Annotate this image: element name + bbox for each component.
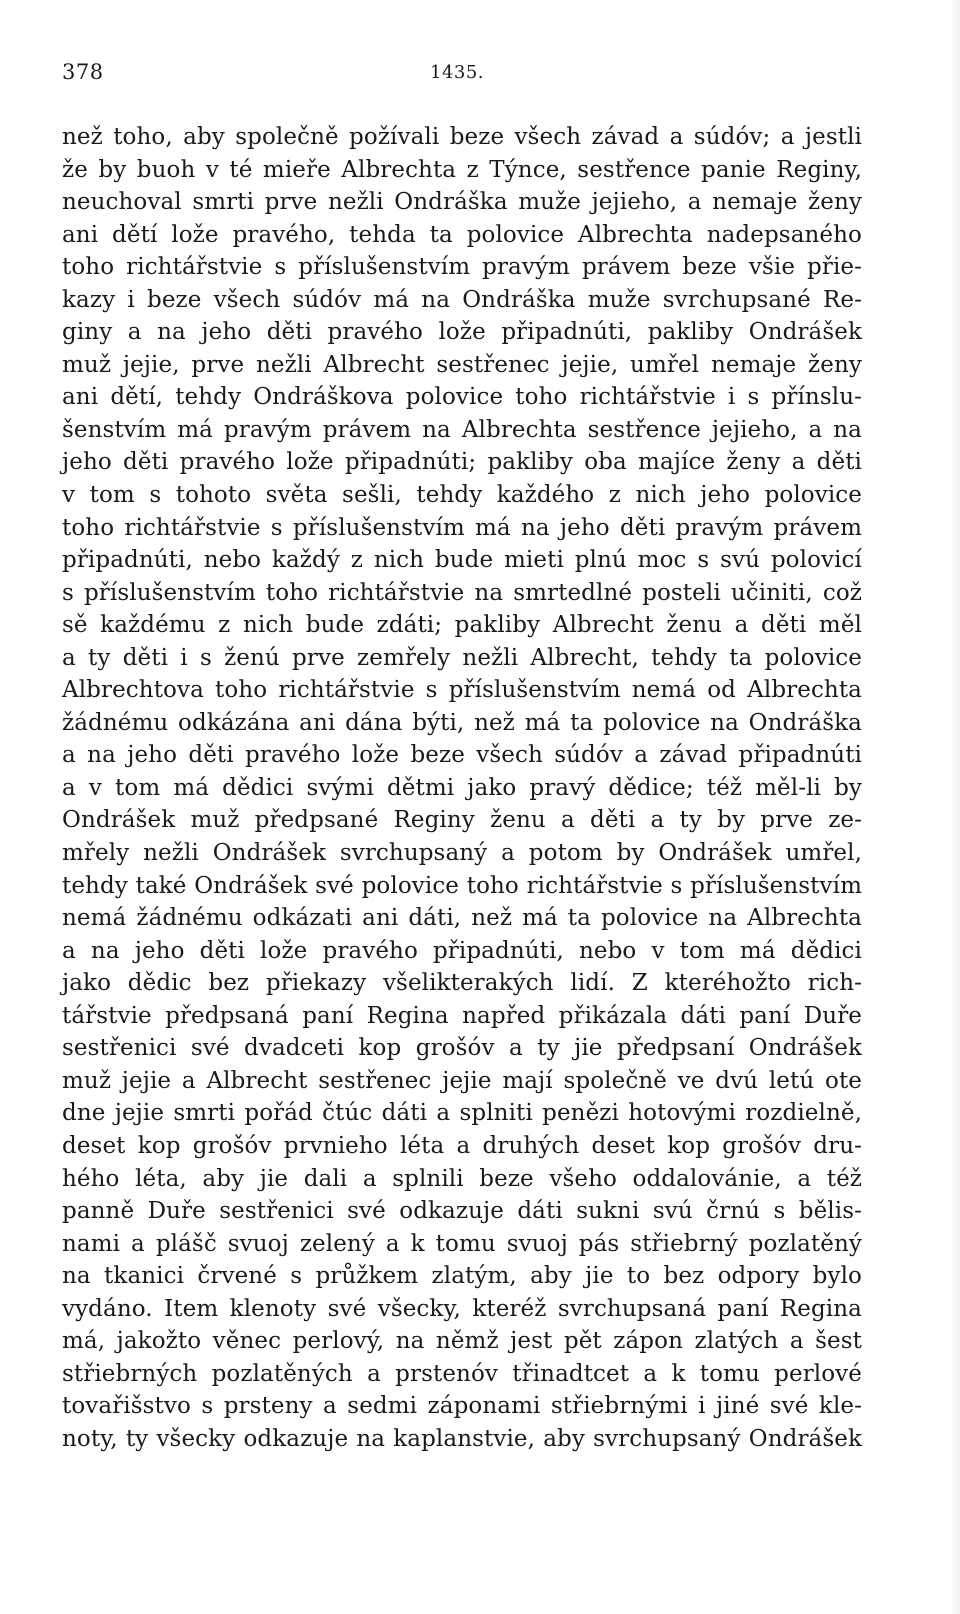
- text-line: že by buoh v té mieře Albrechta z Týnce, sestřence panie Reginy,: [62, 156, 862, 183]
- text-line: a na jeho děti pravého lože beze všech súdóv a závad připadnúti: [62, 742, 862, 769]
- text-line: sě každému z nich bude zdáti; pakliby Albrecht ženu a děti měl: [62, 612, 862, 639]
- text-line: muž jejie a Albrecht sestřenec jejie mají společně ve dvú letú ote: [62, 1067, 862, 1094]
- text-line: s příslušenstvím toho richtářstvie na smrtedlné posteli učiniti, což: [62, 579, 862, 606]
- text-line: a v tom má dědici svými dětmi jako pravý dědice; též měl-li by: [62, 774, 862, 801]
- text-line: noty, ty všecky odkazuje na kaplanstvie, aby svrchupsaný Ondrášek: [62, 1425, 862, 1452]
- text-line: muž jejie, prve nežli Albrecht sestřenec jejie, umřel nemaje ženy: [62, 351, 862, 378]
- page-header: [62, 60, 862, 90]
- text-line: a na jeho děti lože pravého připadnúti, nebo v tom má dědici: [62, 937, 862, 964]
- text-line: ani dětí, tehdy Ondráškova polovice toho richtářstvie i s přínslu-: [62, 384, 862, 411]
- text-line: giny a na jeho děti pravého lože připadnúti, pakliby Ondrášek: [62, 319, 862, 346]
- text-line: střiebrných pozlatěných a prstenóv třinadtcet a k tomu perlové: [62, 1360, 862, 1387]
- text-line: a ty děti i s ženú prve zemřely nežli Albrecht, tehdy ta polovice: [62, 644, 862, 671]
- text-line: panně Duře sestřenici své odkazuje dáti sukni svú črnú s bělis-: [62, 1198, 862, 1225]
- text-line: má, jakožto věnec perlový, na němž jest pět zápon zlatých a šest: [62, 1328, 862, 1355]
- text-line: neuchoval smrti prve nežli Ondráška muže jejieho, a nemaje ženy: [62, 189, 862, 216]
- text-line: ani dětí lože pravého, tehda ta polovice Albrechta nadepsaného: [62, 221, 862, 248]
- text-line: Ondrášek muž předpsané Reginy ženu a děti a ty by prve ze-: [62, 807, 862, 834]
- text-line: Albrechtova toho richtářstvie s příslušenstvím nemá od Albrechta: [62, 677, 862, 704]
- page-edge-shadow: [950, 0, 960, 1614]
- text-line: jako dědic bez přiekazy všelikterakých lidí. Z kteréhožto rich-: [62, 970, 862, 997]
- text-line: mřely nežli Ondrášek svrchupsaný a potom by Ondrášek umřel,: [62, 840, 862, 867]
- text-line: jeho děti pravého lože připadnúti; pakliby oba majíce ženy a děti: [62, 449, 862, 476]
- text-line: deset kop grošóv prvnieho léta a druhých deset kop grošóv dru-: [62, 1132, 862, 1159]
- text-line: dne jejie smrti pořád čtúc dáti a splniti penězi hotovými rozdielně,: [62, 1100, 862, 1127]
- text-line: žádnému odkázána ani dána býti, než má ta polovice na Ondráška: [62, 709, 862, 736]
- text-line: toho richtářstvie s příslušenstvím má na jeho děti pravým právem: [62, 514, 862, 541]
- body-text: [62, 121, 862, 1455]
- text-line: kazy i beze všech súdóv má na Ondráška muže svrchupsané Re-: [62, 286, 862, 313]
- text-line: v tom s tohoto světa sešli, tehdy každého z nich jeho polovice: [62, 482, 862, 509]
- text-line: připadnúti, nebo každý z nich bude mieti plnú moc s svú polovicí: [62, 547, 862, 574]
- running-head-year: 1435.: [430, 62, 485, 83]
- text-line: hého léta, aby jie dali a splnili beze všeho oddalovánie, a též: [62, 1165, 862, 1192]
- text-line: vydáno. Item klenoty své všecky, kteréž svrchupsaná paní Regina: [62, 1295, 862, 1322]
- text-line: než toho, aby společně požívali beze všech závad a súdóv; a jestli: [62, 124, 862, 150]
- text-line: nami a plášč svuoj zelený a k tomu svuoj pás střiebrný pozlatěný: [62, 1230, 862, 1257]
- page-number: 378: [62, 60, 104, 84]
- text-line: šenstvím má pravým právem na Albrechta sestřence jejieho, a na: [62, 416, 862, 443]
- text-line: toho richtářstvie s příslušenstvím pravým právem beze všie přie-: [62, 254, 862, 281]
- text-line: sestřenici své dvadceti kop grošóv a ty jie předpsaní Ondrášek: [62, 1035, 862, 1062]
- text-line: tovařišstvo s prsteny a sedmi záponami střiebrnými i jiné své kle-: [62, 1393, 862, 1420]
- text-line: nemá žádnému odkázati ani dáti, než má ta polovice na Albrechta: [62, 905, 862, 932]
- text-line: na tkanici črvené s průžkem zlatým, aby jie to bez odpory bylo: [62, 1263, 862, 1290]
- text-line: tehdy také Ondrášek své polovice toho richtářstvie s příslušenstvím: [62, 872, 862, 899]
- text-line: tářstvie předpsaná paní Regina napřed přikázala dáti paní Duře: [62, 1002, 862, 1029]
